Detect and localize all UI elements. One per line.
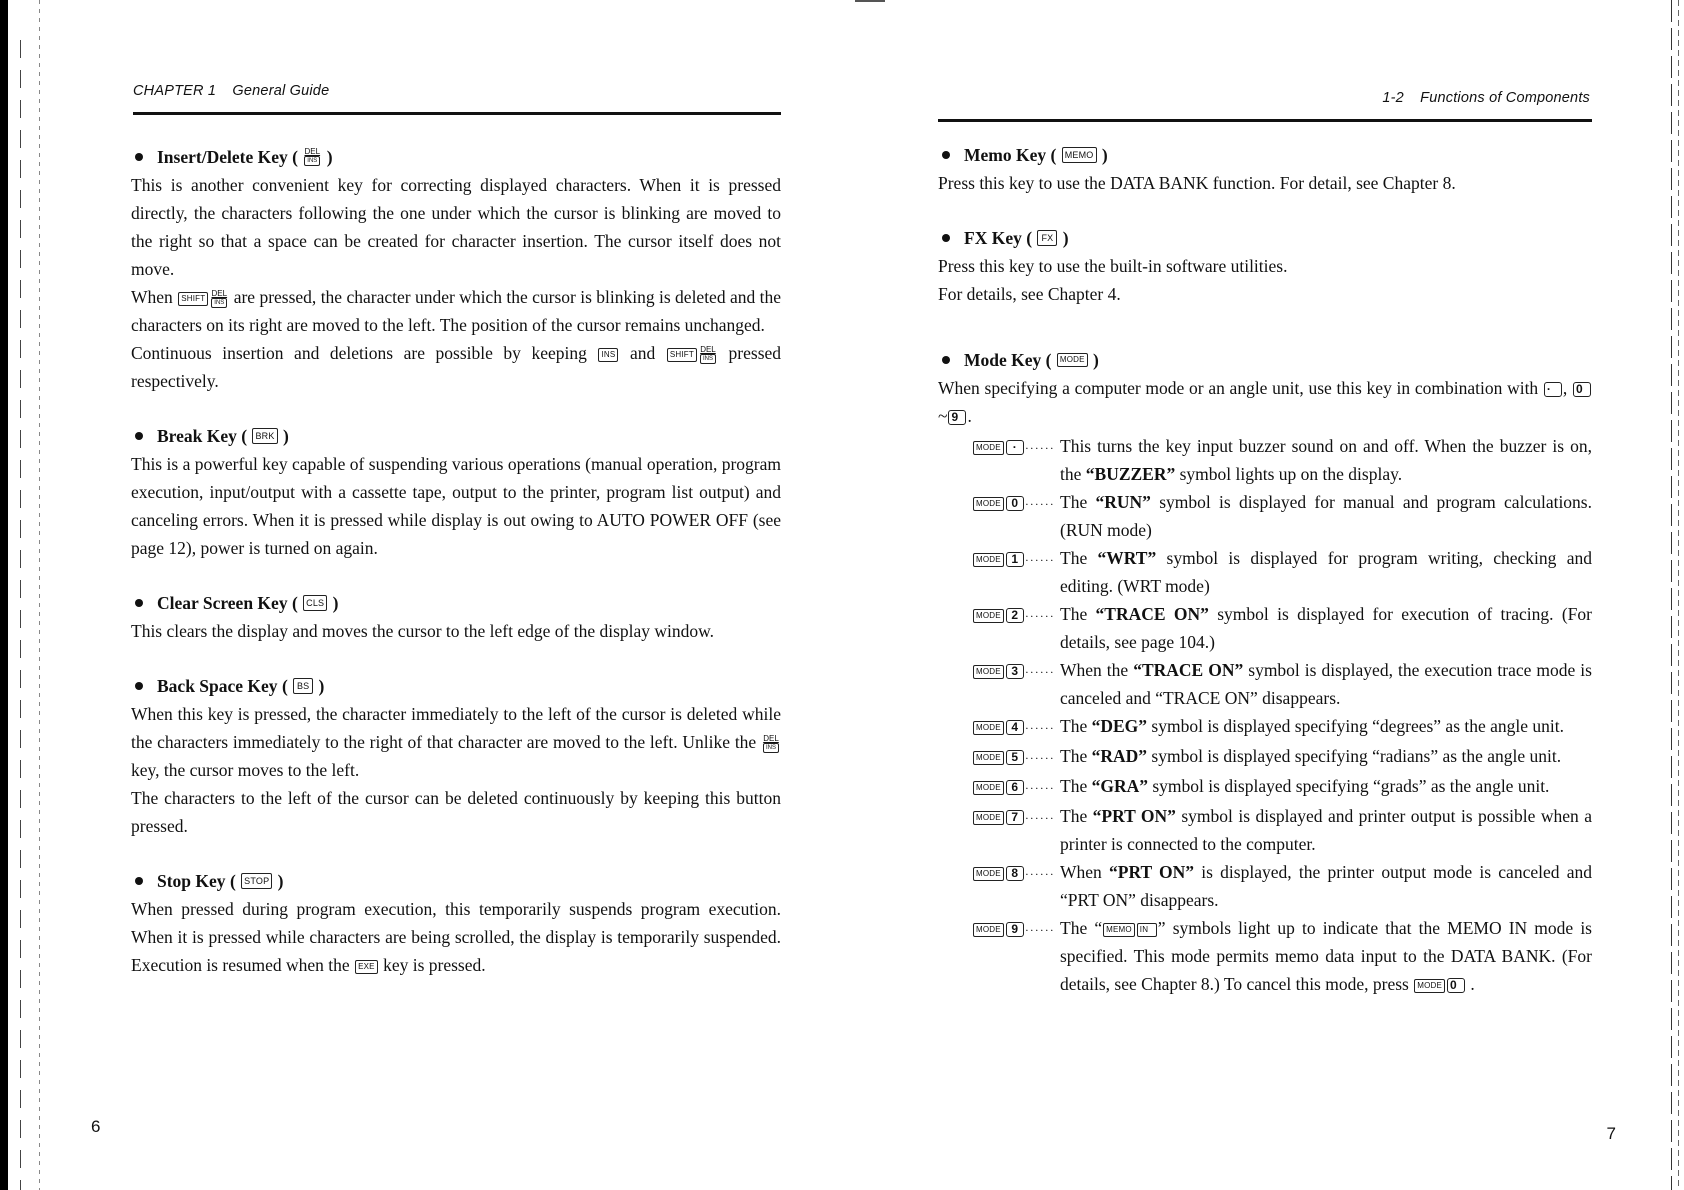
mode-key-combo (972, 772, 1060, 802)
mode-key-icon: MODE (973, 441, 1004, 455)
heading-text: Memo Key (964, 145, 1047, 165)
mode-key-combo (972, 858, 1060, 888)
mode-key-combo (972, 742, 1060, 772)
paragraph: This is a powerful key capable of suspending various operations (manual operation, program execution, input/output with a cassette tape, output to the printer, program list output) and canceling errors. When it is pressed while display is out owing to AUTO POWER OFF (see page 12), power is turned on again. (131, 454, 781, 558)
del-ins-key-icon: DEL INS (304, 147, 321, 164)
display-symbol: “PRT ON” (1092, 806, 1176, 826)
digit-0-key-icon: 0 (1573, 382, 1591, 397)
display-symbol: “BUZZER” (1085, 464, 1176, 484)
paragraph: When this key is pressed, the character immediately to the left of the cursor is deleted while the characters immediately to the right of that character are moved to the left. Unlike the DEL INS key, the cursor moves to the left. (131, 704, 781, 780)
heading-text: Back Space Key (157, 676, 278, 696)
mode-key-combo (972, 488, 1060, 518)
bullet-icon (135, 153, 143, 161)
display-symbol: “RUN” (1095, 492, 1151, 512)
mode-key-icon: MODE (973, 751, 1004, 765)
mode-description: The “WRT” symbol is displayed for program writing, checking and editing. (WRT mode) (1060, 548, 1592, 596)
display-symbol: “DEG” (1091, 716, 1148, 736)
mode-key-icon: MODE (973, 609, 1004, 623)
leader-dots: ······ (1024, 923, 1055, 937)
bullet-icon (135, 682, 143, 690)
mode-key-icon: MODE (1057, 353, 1088, 367)
mode-key-icon: MODE (973, 781, 1004, 795)
heading-text: Insert/Delete Key (157, 147, 288, 167)
page-number-left: 6 (91, 1117, 101, 1136)
display-symbol: “PRT ON” (1109, 862, 1195, 882)
mode-key-combo (972, 544, 1060, 574)
mode-list-item (972, 742, 1592, 772)
brk-key-icon: BRK (252, 428, 277, 444)
left-column (131, 143, 781, 1006)
section-heading: Mode Key ( MODE ) (938, 346, 1592, 374)
paragraph: When specifying a computer mode or an angle unit, use this key in combination with · , 0~ 9 . (938, 374, 1592, 430)
leader-dots: ······ (1024, 665, 1055, 679)
heading-text: Stop Key (157, 871, 226, 891)
section-insert-delete-key (131, 143, 781, 395)
digit-key-icon: 5 (1006, 750, 1024, 765)
digit-key-icon: 0 (1006, 496, 1024, 511)
display-symbol: “GRA” (1091, 776, 1148, 796)
section-stop-key (131, 867, 781, 979)
del-ins-key-icon: DEL INS (763, 733, 779, 751)
display-symbol: “TRACE ON” (1095, 604, 1209, 624)
leader-dots: ······ (1024, 811, 1055, 825)
bullet-icon (135, 599, 143, 607)
mode-list-item (972, 656, 1592, 712)
leader-dots: ······ (1024, 751, 1055, 765)
mode-key-icon: MODE (973, 811, 1004, 825)
section-heading: Clear Screen Key ( CLS ) (131, 589, 781, 617)
mode-key-combo (972, 914, 1060, 944)
bs-key-icon: BS (293, 678, 313, 694)
digit-key-icon: 1 (1006, 552, 1024, 567)
digit-key-icon: 8 (1006, 866, 1024, 881)
running-head-right (1382, 90, 1590, 106)
del-ins-key-icon: DEL INS (700, 344, 716, 362)
mode-key-icon: MODE (973, 721, 1004, 735)
paragraph: When SHIFT DEL INS are pressed, the character under which the cursor is blinking is deleted and the characters on its right are moved to the left. The position of the cursor remains unchanged. (131, 287, 781, 335)
section-heading: Stop Key ( STOP ) (131, 867, 781, 895)
mode-list-item (972, 802, 1592, 858)
mode-description: The “TRACE ON” symbol is displayed for execution of tracing. (For details, see page 104.) (1060, 604, 1592, 652)
shift-key-icon: SHIFT (667, 348, 697, 362)
heading-text: Mode Key (964, 350, 1042, 370)
heading-text: Clear Screen Key (157, 593, 288, 613)
mode-list-item (972, 544, 1592, 600)
digit-key-icon: · (1006, 440, 1024, 455)
leader-dots: ······ (1024, 867, 1055, 881)
digit-key-icon: 3 (1006, 664, 1024, 679)
section-fx-key (938, 224, 1592, 308)
section-heading: Break Key ( BRK ) (131, 422, 781, 450)
right-column (938, 141, 1592, 1025)
mode-list-item (972, 772, 1592, 802)
memo-symbol-icon: MEMO (1103, 923, 1135, 937)
mode-key-icon: MODE (973, 923, 1004, 937)
bullet-icon (135, 432, 143, 440)
section-break-key (131, 422, 781, 562)
section-heading: Back Space Key ( BS ) (131, 672, 781, 700)
stop-key-icon: STOP (241, 873, 272, 889)
display-symbol: “TRACE ON” (1133, 660, 1244, 680)
paragraph: This clears the display and moves the cursor to the left edge of the display window. (131, 621, 715, 641)
header-rule (938, 119, 1592, 122)
ins-key-icon: INS (598, 348, 618, 362)
cls-key-icon: CLS (303, 595, 327, 611)
page-number-right: 7 (1606, 1124, 1616, 1143)
leader-dots: ······ (1024, 609, 1055, 623)
mode-description: The “DEG” symbol is displayed specifying “degrees” as the angle unit. (1060, 716, 1565, 736)
mode-description: This turns the key input buzzer sound on and off. When the buzzer is on, the “BUZZER” symbol lights up on the display. (1060, 436, 1592, 484)
heading-text: FX Key (964, 228, 1022, 248)
mode-key-combo (972, 600, 1060, 630)
mode-key-icon: MODE (973, 553, 1004, 567)
mode-key-icon: MODE (1414, 979, 1445, 993)
digit-key-icon: 2 (1006, 608, 1024, 623)
mode-list-item (972, 914, 1592, 998)
memo-key-icon: MEMO (1062, 147, 1097, 163)
mode-description: The “RUN” symbol is displayed for manual and program calculations. (RUN mode) (1060, 492, 1592, 540)
bullet-icon (942, 151, 950, 159)
shift-key-icon: SHIFT (178, 292, 208, 306)
section-title: Functions of Components (1420, 90, 1590, 106)
mode-description: The “GRA” symbol is displayed specifying “grads” as the angle unit. (1060, 776, 1550, 796)
section-number: 1-2 (1382, 90, 1404, 106)
mode-key-combo (972, 712, 1060, 742)
mode-description: When the “TRACE ON” symbol is displayed, the execution trace mode is canceled and “TRACE ON” disappears. (1060, 660, 1592, 708)
heading-text: Break Key (157, 426, 237, 446)
right-page (842, 0, 1684, 1190)
section-clear-screen-key (131, 589, 781, 645)
mode-list-item (972, 600, 1592, 656)
digit-key-icon: 9 (1006, 922, 1024, 937)
leader-dots: ······ (1024, 441, 1055, 455)
chapter-label: CHAPTER 1 (133, 83, 217, 99)
leader-dots: ······ (1024, 781, 1055, 795)
mode-list-item (972, 432, 1592, 488)
running-head-left (133, 83, 329, 99)
mode-key-combo (972, 802, 1060, 832)
mode-description: The “ MEMO IN ” symbols light up to indicate that the MEMO IN mode is specified. This mode permits memo data input to the DATA BANK. (For details, see Chapter 8.) To cancel this mode, press MODE 0 . (1060, 918, 1592, 994)
mode-key-icon: MODE (973, 497, 1004, 511)
paragraph: For details, see Chapter 4. (938, 284, 1121, 304)
digit-9-key-icon: 9 (948, 410, 966, 425)
section-back-space-key (131, 672, 781, 840)
mode-description: The “PRT ON” symbol is displayed and printer output is possible when a printer is connected to the computer. (1060, 806, 1592, 854)
section-heading: FX Key ( FX ) (938, 224, 1592, 252)
bullet-icon (135, 877, 143, 885)
leader-dots: ······ (1024, 721, 1055, 735)
mode-key-icon: MODE (973, 867, 1004, 881)
section-heading: Insert/Delete Key ( DEL INS ) (131, 143, 781, 171)
mode-key-combo (972, 656, 1060, 686)
in-symbol-icon: IN (1137, 923, 1157, 937)
paragraph: Continuous insertion and deletions are possible by keeping INS and SHIFT DEL INS pressed respectively. (131, 343, 782, 391)
mode-description: The “RAD” symbol is displayed specifying “radians” as the angle unit. (1060, 746, 1562, 766)
paragraph: Press this key to use the DATA BANK function. For detail, see Chapter 8. (938, 173, 1456, 193)
mode-key-combo (972, 432, 1060, 462)
leader-dots: ······ (1024, 497, 1055, 511)
mode-list-item (972, 488, 1592, 544)
section-memo-key (938, 141, 1592, 197)
mode-list-item (972, 858, 1592, 914)
chapter-title: General Guide (232, 83, 330, 99)
bullet-icon (942, 234, 950, 242)
leader-dots: ······ (1024, 553, 1055, 567)
mode-description: When “PRT ON” is displayed, the printer output mode is canceled and “PRT ON” disappears. (1060, 862, 1592, 910)
display-symbol: “WRT” (1097, 548, 1157, 568)
mode-list (972, 432, 1592, 998)
del-ins-key-icon: DEL INS (211, 288, 228, 306)
digit-key-icon: 7 (1006, 810, 1024, 825)
paragraph: When pressed during program execution, this temporarily suspends program execution. When it is pressed while characters are being scrolled, the display is temporarily suspended. Execution is resumed when the EXE key is pressed. (131, 899, 781, 975)
mode-list-item (972, 712, 1592, 742)
mode-key-icon: MODE (973, 665, 1004, 679)
fx-key-icon: FX (1037, 230, 1057, 246)
section-mode-key (938, 346, 1592, 998)
digit-key-icon: 6 (1006, 780, 1024, 795)
header-rule (133, 112, 781, 115)
paragraph: Press this key to use the built-in software utilities. (938, 256, 1288, 276)
display-symbol: “RAD” (1091, 746, 1148, 766)
section-heading: Memo Key ( MEMO ) (938, 141, 1592, 169)
digit-0-key-icon: 0 (1447, 978, 1465, 993)
paragraph: This is another convenient key for correcting displayed characters. When it is pressed directly, the characters following the one under which the cursor is blinking are moved to the right so that a space can be created for character insertion. The cursor itself does not move. (131, 175, 781, 279)
bullet-icon (942, 356, 950, 364)
exe-key-icon: EXE (355, 960, 378, 974)
dot-key-icon: · (1544, 382, 1562, 397)
digit-key-icon: 4 (1006, 720, 1024, 735)
paragraph: The characters to the left of the cursor can be deleted continuously by keeping this button pressed. (131, 788, 781, 836)
